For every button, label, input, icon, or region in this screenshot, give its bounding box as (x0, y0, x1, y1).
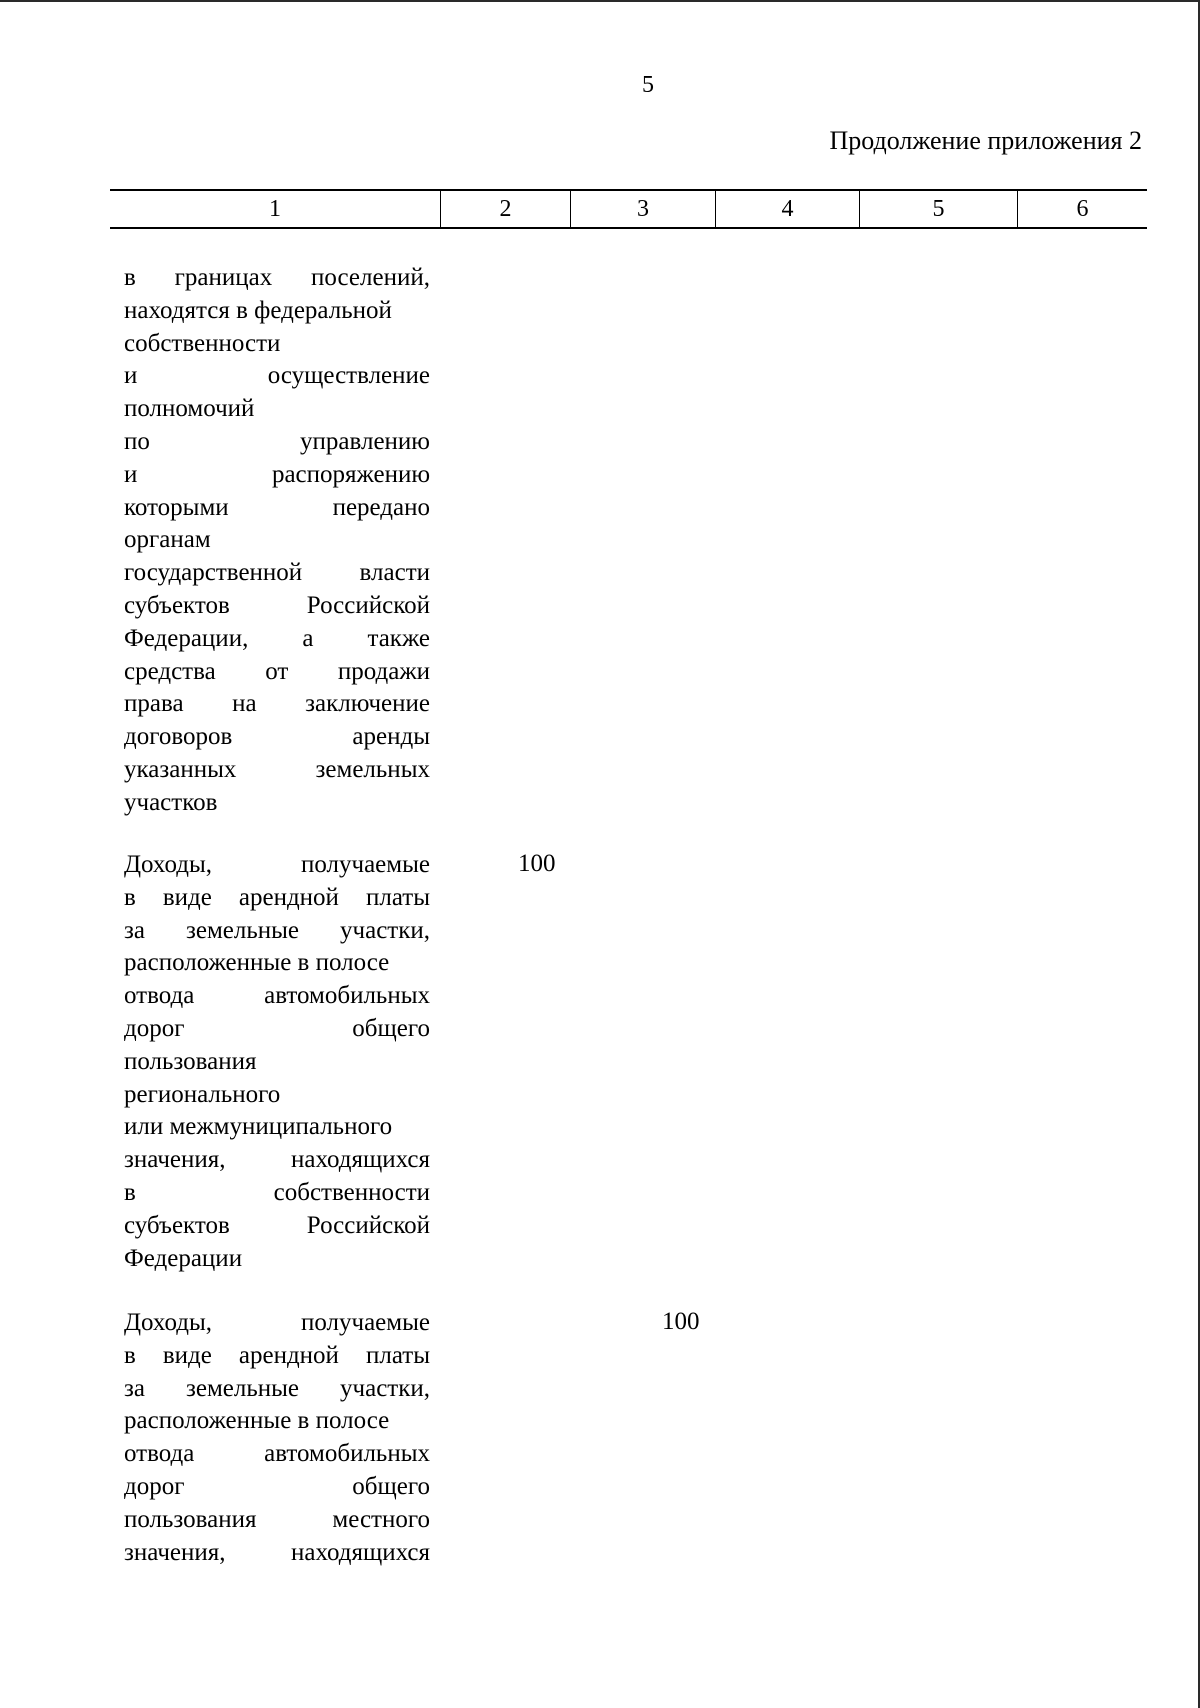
scan-edge-top (0, 0, 1200, 2)
description-line (124, 1111, 430, 1144)
description-word: поселений, (311, 264, 430, 291)
description-word: участков (124, 788, 218, 816)
description-word: за (124, 1374, 145, 1402)
description-word: собственности (273, 1178, 430, 1206)
description-word: осуществление (267, 362, 430, 390)
description-line (124, 328, 430, 361)
description-word: продажи (337, 657, 430, 685)
description-line (124, 980, 430, 1013)
description-word: Российской (306, 591, 430, 619)
description-line (124, 557, 430, 590)
description-line (124, 656, 430, 689)
description-line (124, 426, 430, 459)
description-word: в (124, 1178, 136, 1206)
description-word: получаемые (300, 851, 430, 878)
description-line (124, 721, 430, 754)
description-word: земельных (315, 755, 430, 783)
description-word: полномочий (124, 395, 255, 423)
description-word: заключение (305, 690, 430, 718)
description-word: находящихся (290, 1538, 430, 1566)
description-word: регионального (124, 1080, 281, 1108)
description-word: автомобильных (264, 1440, 430, 1468)
description-word: и (124, 362, 138, 390)
column-header-2: 2 (441, 191, 571, 227)
description-word: или межмуниципального (124, 1113, 393, 1141)
description-word: Российской (306, 1211, 430, 1239)
description-word: в (124, 1341, 136, 1369)
description-line (124, 393, 430, 426)
description-line (124, 947, 430, 980)
description-word: участки, (340, 1374, 430, 1402)
column-header-5: 5 (860, 191, 1018, 227)
description-word: распоряжению (271, 460, 430, 488)
description-word: в (124, 264, 136, 291)
table-row-2-description (124, 849, 430, 1275)
description-word: средства (124, 657, 216, 685)
description-line (124, 1210, 430, 1243)
description-line (124, 882, 430, 915)
description-line (124, 1537, 430, 1570)
description-word: также (367, 624, 430, 652)
description-word: арендной (238, 1341, 339, 1369)
description-word: участки, (340, 916, 430, 944)
description-word: расположенные в полосе (124, 949, 390, 977)
description-word: управлению (300, 427, 430, 455)
description-line (124, 623, 430, 656)
description-word: Доходы, (124, 851, 213, 878)
description-word: платы (365, 1341, 430, 1369)
description-word: власти (359, 559, 430, 587)
description-line (124, 492, 430, 525)
description-word: субъектов (124, 591, 230, 619)
description-word: дорог (124, 1472, 185, 1500)
description-line (124, 915, 430, 948)
description-word: расположенные в полосе (124, 1407, 390, 1435)
description-word: Федерации (124, 1244, 243, 1272)
description-line (124, 524, 430, 557)
description-line (124, 1243, 430, 1276)
description-word: местного (332, 1505, 430, 1533)
description-word: которыми (124, 493, 229, 521)
description-word: органам (124, 526, 211, 554)
description-word: земельные (185, 916, 300, 944)
appendix-continuation-note: Продолжение приложения 2 (829, 126, 1142, 155)
description-word: по (124, 427, 150, 455)
description-word: за (124, 916, 145, 944)
description-word: и (124, 460, 138, 488)
description-line (124, 360, 430, 393)
description-line (124, 1144, 430, 1177)
description-line (124, 1079, 430, 1112)
description-word: пользования (124, 1505, 257, 1533)
description-word: от (265, 657, 289, 685)
description-line (124, 1373, 430, 1406)
description-line (124, 754, 430, 787)
description-line (124, 295, 430, 328)
description-word: указанных (124, 755, 237, 783)
description-word: в (124, 883, 136, 911)
description-word: значения, (124, 1538, 226, 1566)
description-word: собственности (124, 329, 281, 357)
description-word: договоров (124, 723, 233, 751)
description-word: Федерации, (124, 624, 249, 652)
column-header-3: 3 (571, 191, 716, 227)
description-line (124, 1504, 430, 1537)
description-line (124, 1307, 430, 1340)
description-line (124, 1013, 430, 1046)
description-word: аренды (352, 723, 430, 751)
description-word: субъектов (124, 1211, 230, 1239)
description-word: отвода (124, 1440, 195, 1468)
description-line (124, 849, 430, 882)
page-number: 5 (642, 72, 654, 98)
description-word: на (232, 690, 257, 718)
description-word: пользования (124, 1047, 257, 1075)
description-word: границах (174, 264, 273, 291)
description-word: общего (352, 1014, 430, 1042)
description-line (124, 1177, 430, 1210)
description-word: отвода (124, 982, 195, 1010)
table-row-3-col3-value: 100 (662, 1308, 700, 1335)
description-word: государственной (124, 559, 303, 587)
column-header-4: 4 (716, 191, 860, 227)
table-row-1-description (124, 262, 430, 820)
table-row-2-col2-value: 100 (518, 850, 556, 877)
table-header-row (110, 189, 1147, 229)
description-line (124, 688, 430, 721)
description-word: находятся в федеральной (124, 296, 392, 324)
description-word: платы (365, 883, 430, 911)
description-word: виде (162, 1341, 212, 1369)
description-word: дорог (124, 1014, 185, 1042)
description-line (124, 1046, 430, 1079)
column-header-1: 1 (110, 191, 441, 227)
description-line (124, 459, 430, 492)
description-word: права (124, 690, 184, 718)
description-line (124, 787, 430, 820)
description-line (124, 1340, 430, 1373)
column-header-6: 6 (1076, 196, 1089, 222)
description-word: виде (162, 883, 212, 911)
description-line (124, 590, 430, 623)
description-word: Доходы, (124, 1309, 213, 1336)
description-word: значения, (124, 1146, 226, 1174)
description-word: получаемые (300, 1309, 430, 1336)
description-line (124, 262, 430, 295)
description-word: автомобильных (264, 982, 430, 1010)
table-row-3-description (124, 1307, 430, 1569)
description-word: земельные (185, 1374, 300, 1402)
description-word: общего (352, 1472, 430, 1500)
description-line (124, 1405, 430, 1438)
description-line (124, 1471, 430, 1504)
description-word: передано (332, 493, 430, 521)
description-line (124, 1438, 430, 1471)
description-word: арендной (238, 883, 339, 911)
description-word: а (302, 624, 314, 652)
description-word: находящихся (290, 1146, 430, 1174)
